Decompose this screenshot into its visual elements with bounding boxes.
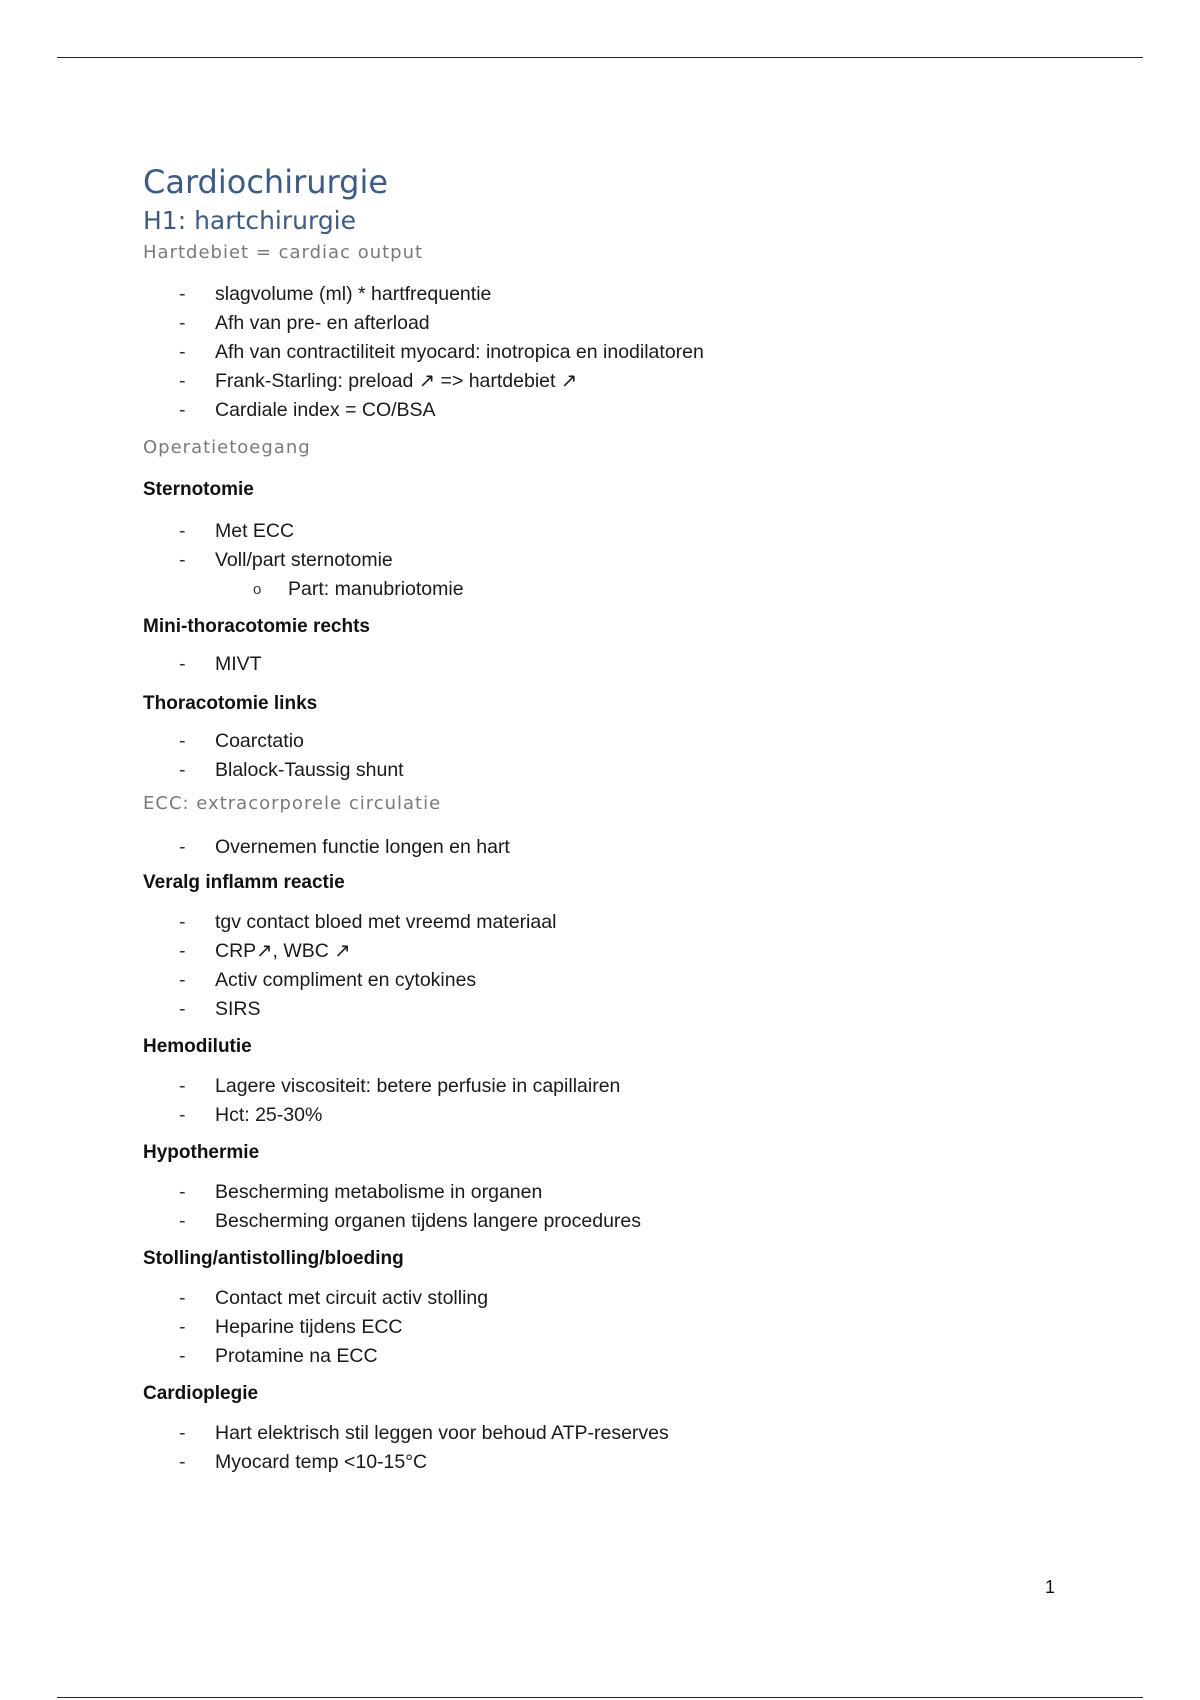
subsection-heading: Veralg inflamm reactie <box>143 872 345 893</box>
bullet-dash: - <box>179 1422 186 1444</box>
bullet-dash: - <box>179 341 186 363</box>
subsection-heading: Stolling/antistolling/bloeding <box>143 1248 404 1269</box>
bullet-dash: - <box>179 969 186 991</box>
bullet-list <box>143 833 1043 862</box>
bullet-dash: - <box>179 1210 186 1232</box>
header-rule <box>57 57 1143 58</box>
bullet-dash: - <box>179 312 186 334</box>
list-item: - Coarctatio <box>143 727 1043 756</box>
section-heading: Operatietoegang <box>143 437 311 458</box>
list-item: - slagvolume (ml) * hartfrequentie <box>143 280 1043 309</box>
bullet-list <box>143 1072 1043 1130</box>
section-heading: Hartdebiet = cardiac output <box>143 242 424 263</box>
bullet-dash: - <box>179 836 186 858</box>
bullet-dash: - <box>179 520 186 542</box>
list-item: - Overnemen functie longen en hart <box>143 833 1043 862</box>
document-body <box>143 162 1043 1477</box>
page-number: 1 <box>1045 1577 1056 1597</box>
bullet-dash: - <box>179 549 186 571</box>
bullet-dash: - <box>179 1345 186 1367</box>
list-item: - Frank-Starling: preload ↗ => hartdebiet ↗ <box>143 367 1043 396</box>
list-item: - Bescherming metabolisme in organen <box>143 1178 1043 1207</box>
bullet-dash: - <box>179 370 186 392</box>
bullet-list <box>143 1419 1043 1477</box>
list-item: - Blalock-Taussig shunt <box>143 756 1043 785</box>
subsection-heading: Hypothermie <box>143 1142 260 1163</box>
list-item: - CRP↗, WBC ↗ <box>143 937 1043 966</box>
bullet-list <box>143 517 1043 604</box>
list-item: - Afh van pre- en afterload <box>143 309 1043 338</box>
list-item: - Lagere viscositeit: betere perfusie in capillairen <box>143 1072 1043 1101</box>
bullet-list <box>143 650 1043 679</box>
bullet-list <box>143 1178 1043 1236</box>
bullet-dash: - <box>179 759 186 781</box>
bullet-list <box>143 280 1043 425</box>
bullet-list <box>143 908 1043 1024</box>
sub-list-item: o Part: manubriotomie <box>143 575 1043 604</box>
bullet-dash: - <box>179 1287 186 1309</box>
list-item: - Protamine na ECC <box>143 1342 1043 1371</box>
document-title: Cardiochirurgie <box>143 163 389 201</box>
subsection-heading: Cardioplegie <box>143 1383 259 1404</box>
chapter-heading: H1: hartchirurgie <box>143 206 357 235</box>
list-item: - Met ECC <box>143 517 1043 546</box>
bullet-dash: - <box>179 1104 186 1126</box>
bullet-dash: - <box>179 653 186 675</box>
footer-rule <box>57 1697 1143 1698</box>
bullet-dash: - <box>179 911 186 933</box>
bullet-list <box>143 1284 1043 1371</box>
list-item: - Bescherming organen tijdens langere procedures <box>143 1207 1043 1236</box>
list-item: - tgv contact bloed met vreemd materiaal <box>143 908 1043 937</box>
bullet-list <box>143 727 1043 785</box>
list-item: - MIVT <box>143 650 1043 679</box>
list-item: - Afh van contractiliteit myocard: inotropica en inodilatoren <box>143 338 1043 367</box>
subsection-heading: Hemodilutie <box>143 1036 252 1057</box>
bullet-dash: - <box>179 1451 186 1473</box>
list-item: - Cardiale index = CO/BSA <box>143 396 1043 425</box>
bullet-dash: - <box>179 940 186 962</box>
bullet-dash: - <box>179 399 186 421</box>
subsection-heading: Mini-thoracotomie rechts <box>143 616 370 637</box>
bullet-circle: o <box>253 581 262 598</box>
list-item: - Contact met circuit activ stolling <box>143 1284 1043 1313</box>
list-item: - Heparine tijdens ECC <box>143 1313 1043 1342</box>
bullet-dash: - <box>179 1316 186 1338</box>
subsection-heading: Thoracotomie links <box>143 693 318 714</box>
bullet-dash: - <box>179 283 186 305</box>
bullet-dash: - <box>179 1075 186 1097</box>
bullet-dash: - <box>179 730 186 752</box>
subsection-heading: Sternotomie <box>143 479 254 500</box>
list-item: - Hart elektrisch stil leggen voor behoud ATP-reserves <box>143 1419 1043 1448</box>
list-item: - Voll/part sternotomie <box>143 546 1043 575</box>
list-item: - Myocard temp <10-15°C <box>143 1448 1043 1477</box>
bullet-dash: - <box>179 1181 186 1203</box>
list-item: - SIRS <box>143 995 1043 1024</box>
list-item: - Activ compliment en cytokines <box>143 966 1043 995</box>
section-heading: ECC: extracorporele circulatie <box>143 793 442 814</box>
list-item: - Hct: 25-30% <box>143 1101 1043 1130</box>
bullet-dash: - <box>179 998 186 1020</box>
